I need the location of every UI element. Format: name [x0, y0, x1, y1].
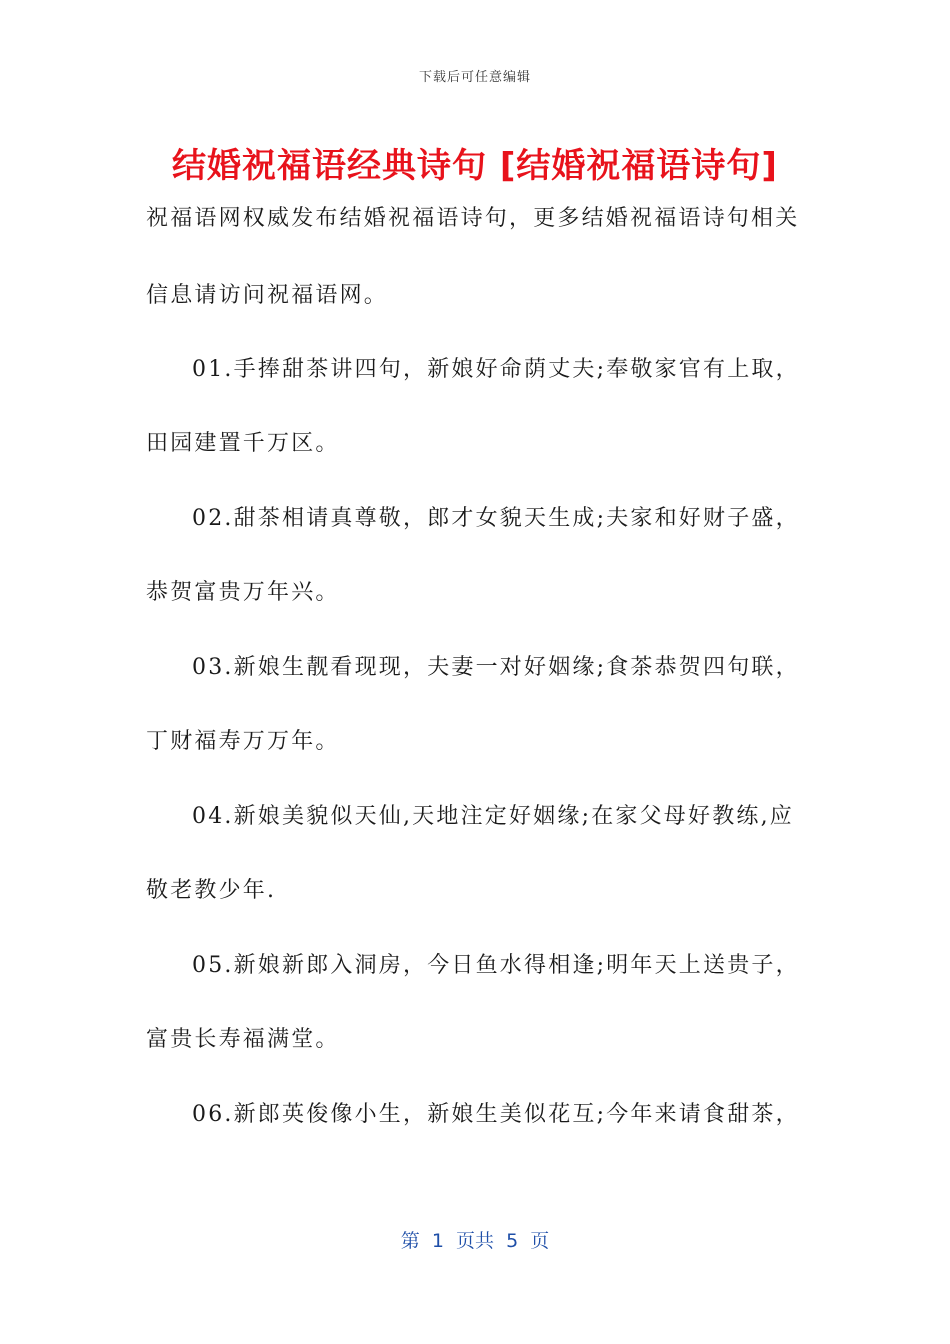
poem-05-line-1: 05.新娘新郎入洞房，今日鱼水得相逢;明年天上送贵子， [192, 953, 800, 978]
poem-04-line-1: 04.新娘美貌似天仙,天地注定好姻缘;在家父母好教练,应 [192, 804, 794, 829]
poem-04-line-2: 敬老教少年. [146, 878, 277, 903]
header-note: 下载后可任意编辑 [418, 70, 531, 85]
poem-03-line-1: 03.新娘生靓看现现，夫妻一对好姻缘;食茶恭贺四句联， [192, 655, 800, 680]
poem-01-line-2: 田园建置千万区。 [146, 431, 340, 456]
poem-02-line-1: 02.甜茶相请真尊敬，郎才女貌天生成;夫家和好财子盛， [192, 506, 800, 531]
poem-03-line-2: 丁财福寿万万年。 [146, 729, 340, 754]
poem-05-line-2: 富贵长寿福满堂。 [146, 1027, 340, 1052]
document-title: 结婚祝福语经典诗句 [结婚祝福语诗句] [172, 146, 778, 186]
intro-line-2: 信息请访问祝福语网。 [146, 283, 389, 308]
poem-02-line-2: 恭贺富贵万年兴。 [146, 580, 340, 605]
intro-line-1: 祝福语网权威发布结婚祝福语诗句，更多结婚祝福语诗句相关 [146, 206, 800, 231]
poem-06-line-1: 06.新郎英俊像小生，新娘生美似花互;今年来请食甜茶， [192, 1102, 800, 1127]
page-footer: 第 1 页共 5 页 [400, 1230, 550, 1252]
poem-01-line-1: 01.手捧甜茶讲四句，新娘好命荫丈夫;奉敬家官有上取， [192, 357, 800, 382]
